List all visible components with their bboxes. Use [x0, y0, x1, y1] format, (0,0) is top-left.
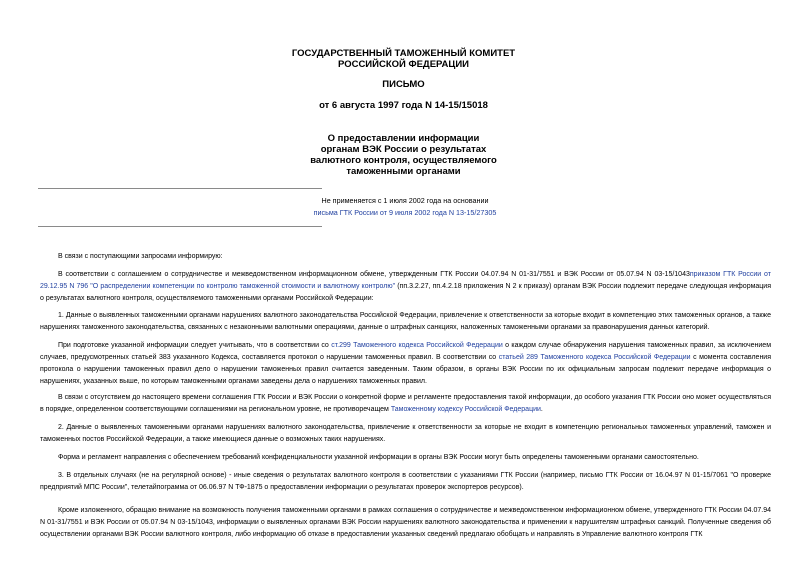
order-796-link[interactable]: приказом ГТК России от 29.12.95 N 796 "О распределении компетенции по контролю таможенной стоимости и валютному контролю" [40, 271, 771, 290]
agency-name-line2: РОССИЙСКОЙ ФЕДЕРАЦИИ [337, 59, 469, 70]
paragraph-protocol-text-end: с момента составления протокола о нарушении таможенных правил дело о нарушении таможенных правил считается заведенным. Таким образом, в органы ВЭК России по их официальным запросам подлежит передаче информация о нарушениях, указанных выше, по которым таможенными органами заведены дела о нарушениях таможенных правил. [40, 354, 772, 385]
document-subject-line4: таможенными органами [346, 166, 461, 177]
customs-code-link[interactable]: Таможенному кодексу Российской Федерации [390, 406, 541, 413]
paragraph-item-2: 2. Данные о выявленных таможенными органами нарушениях валютного законодательства, привлечение к ответственности за которые не входит в компетенцию региональных таможенных управлений, таможен и таможенных постов Российской Федерации, а также имеющиеся данные о возможных таких нарушениях. [40, 424, 771, 443]
paragraph-agreement [40, 269, 771, 305]
customs-code-art-289-link[interactable]: статьей 289 Таможенного кодекса Российской Федерации [498, 354, 691, 361]
paragraph-additional: Кроме изложенного, обращаю внимание на возможность получения таможенными органами в рамках соглашения о сотрудничестве и межведомственном информационном обмене, утвержденного ГТК России 04.07.94 N 01-31/7551 и ВЭК России от 05.07.94 N 03-15/1043, информации о выявленных органами ВЭК России нарушениях валютного законодательства и применении к нарушителям штрафных санкций. Полученные сведения об осуществлении органами ВЭК России валютного контроля, либо информацию об отказе в предоставлении указанных сведений предлагаю обобщать и направлять в Управление валютного контроля ГТК [40, 507, 771, 538]
customs-code-art-299-link[interactable]: ст.299 Таможенного кодекса Российской Федерации [331, 342, 503, 349]
document-subject-line1: О предоставлении информации [327, 133, 480, 144]
paragraph-agreement-text-end: (пп.3.2.27, пп.4.2.18 приложения N 2 к приказу) органам ВЭК России подлежит передаче следующая информация о результатах валютного контроля, осуществляемого таможенными органами Российской Федерации: [40, 283, 772, 302]
status-note [300, 195, 510, 219]
paragraph-form-regulation: Форма и регламент направления с обеспечением требований конфиденциальности указанной информации в органы ВЭК России могут быть определены таможенными органами самостоятельно. [58, 454, 699, 461]
paragraph-agreement-absence-text: В связи с отсутствием до настоящего времени соглашения ГТК России и ВЭК России о конкретной форме и регламенте предоставления такой информации, до особого указания ГТК России оно может осуществляться в порядке, определенном соответствующими соглашениями на региональном уровне, не противоречащем [40, 394, 771, 413]
paragraph-protocol-text-mid: о каждом случае обнаружения нарушения таможенных правил, за исключением случаев, предусмотренных статьей 383 указанного Кодекса, составляется протокол о нарушении таможенных правил. В соответствии со [40, 342, 772, 361]
document-type: ПИСЬМО [382, 79, 425, 90]
document-subject-line3: валютного контроля, осуществляемого [310, 155, 497, 166]
paragraph-item-1: 1. Данные о выявленных таможенными органами нарушениях валютного законодательства Российской Федерации, привлечение к ответственности за которые входит в компетенцию этих таможенных органов, а также нарушениях таможенного законодательства, связанных с незаконными валютными операциями, данные о штрафных санкциях, наложенных таможенными органами за правонарушения данных категорий. [40, 312, 771, 331]
header-divider [38, 188, 322, 189]
paragraph-agreement-absence [40, 392, 771, 416]
note-divider [38, 226, 322, 227]
paragraph-protocol-text: При подготовке указанной информации следует учитывать, что в соответствии со [58, 342, 332, 349]
paragraph-intro: В связи с поступающими запросами информирую: [58, 253, 223, 260]
document-date-number: от 6 августа 1997 года N 14-15/15018 [319, 100, 488, 111]
paragraph-agreement-absence-end: . [540, 406, 543, 413]
status-note-link[interactable]: письма ГТК России от 9 июля 2002 года N 13-15/27305 [313, 208, 497, 217]
agency-name-line1: ГОСУДАРСТВЕННЫЙ ТАМОЖЕННЫЙ КОМИТЕТ [291, 48, 516, 59]
paragraph-agreement-text: В соответствии с соглашением о сотрудничестве и межведомственном информационном обмене, утвержденным ГТК России 04.07.94 N 01-31/7551 и ВЭК России от 05.07.94 N 03-15/1043 [58, 271, 690, 278]
document-subject-line2: органам ВЭК России о результатах [320, 144, 487, 155]
status-note-text: Не применяется с 1 июля 2002 года на основании [321, 196, 489, 205]
paragraph-item-3: 3. В отдельных случаях (не на регулярной основе) - иные сведения о результатах валютного контроля в соответствии с указаниями ГТК России (например, письмо ГТК России от 16.04.97 N 01-15/7061 "О проверке предприятий МПС России", телетайпограмма от 06.06.97 N ТФ-1875 о предоставлении информации о результатах проверок экспортеров ресурсов). [40, 472, 771, 491]
paragraph-protocol [40, 340, 771, 388]
